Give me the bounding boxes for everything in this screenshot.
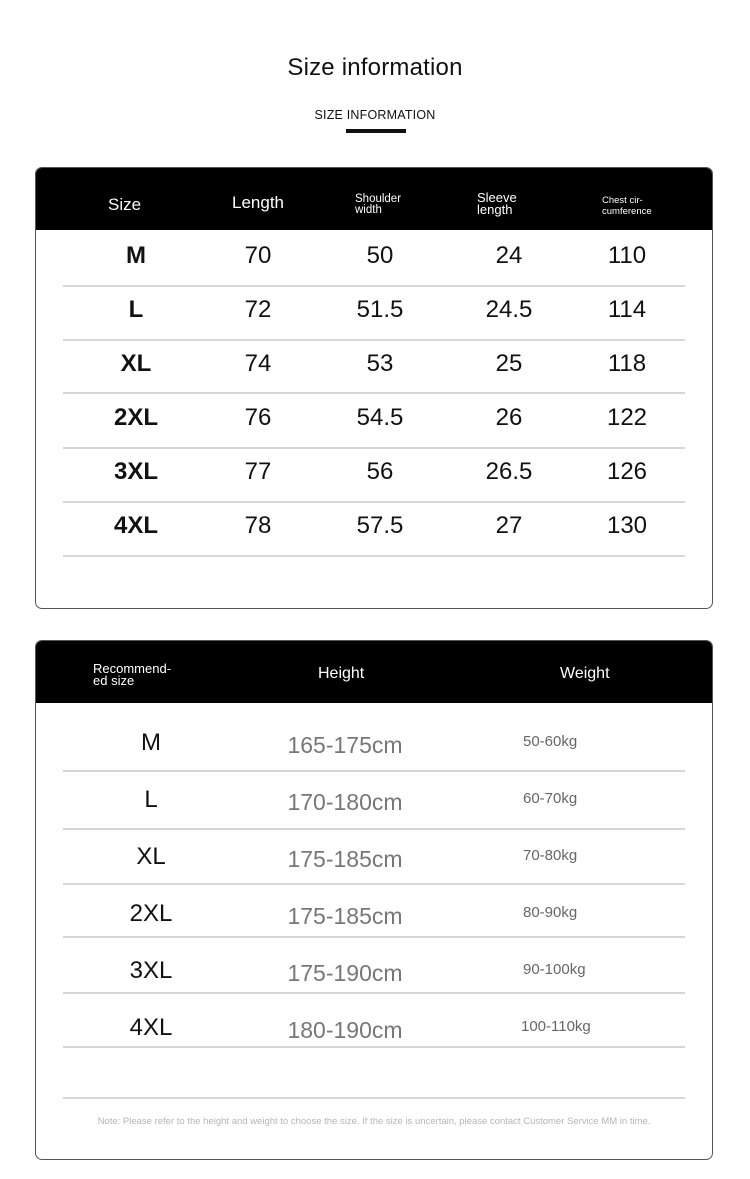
measure-cell: 70 xyxy=(244,242,272,269)
size-cell: 2XL xyxy=(129,900,173,927)
measure-cell: 122 xyxy=(606,404,648,431)
size-cell: L xyxy=(128,296,144,323)
recommend-table-header xyxy=(36,641,712,703)
size-cell: L xyxy=(144,786,158,813)
header-shoulder-width xyxy=(355,194,401,216)
header-chest-line2: cumference xyxy=(602,206,652,217)
header-chest-line1: Chest cir- xyxy=(602,195,643,206)
header-shoulder-line1: Shoulder xyxy=(355,193,402,205)
measure-cell: 25 xyxy=(495,350,523,377)
measure-cell: 51.5 xyxy=(356,296,404,323)
size-cell: 4XL xyxy=(129,1014,173,1041)
measure-cell: 24 xyxy=(495,242,523,269)
page-subtitle: SIZE INFORMATION xyxy=(314,108,436,122)
weight-cell: 80-90kg xyxy=(523,904,578,921)
height-cell: 175-185cm xyxy=(287,846,403,872)
size-cell: 2XL xyxy=(113,404,158,431)
measure-cell: 26 xyxy=(495,404,523,431)
page-title: Size information xyxy=(287,54,463,81)
size-cell: 3XL xyxy=(113,458,158,485)
header-recommended-size xyxy=(93,663,171,687)
subtitle-underline xyxy=(346,129,406,133)
size-cell: 4XL xyxy=(113,512,158,539)
height-cell: 180-190cm xyxy=(287,1017,403,1043)
weight-cell: 100-110kg xyxy=(521,1018,591,1035)
weight-cell: 50-60kg xyxy=(523,733,578,750)
measure-cell: 130 xyxy=(606,512,648,539)
header-length: Length xyxy=(232,193,284,212)
measure-cell: 24.5 xyxy=(485,296,533,323)
header-sleeve-line2: length xyxy=(477,202,513,217)
height-cell: 165-175cm xyxy=(287,732,403,758)
size-cell: M xyxy=(141,729,161,756)
header-sleeve-length xyxy=(477,192,517,216)
measure-cell: 114 xyxy=(607,296,647,323)
header-recommended-line1: Recommend- xyxy=(93,661,172,676)
size-cell: XL xyxy=(136,843,166,870)
weight-cell: 90-100kg xyxy=(523,961,586,978)
header-height: Height xyxy=(318,665,365,682)
note-text: Note: Please refer to the height and weight to choose the size. If the size is uncertain, please contact Customer Service MM in time. xyxy=(97,1116,651,1127)
height-cell: 175-190cm xyxy=(287,960,403,986)
measure-cell: 118 xyxy=(607,350,647,377)
weight-cell: 60-70kg xyxy=(523,790,578,807)
measure-cell: 72 xyxy=(244,296,272,323)
header-size: Size xyxy=(108,195,142,214)
header-shoulder-line2: width xyxy=(355,204,382,216)
size-cell: 3XL xyxy=(129,957,173,984)
measure-cell: 78 xyxy=(244,512,272,539)
measure-cell: 26.5 xyxy=(485,458,533,485)
recommend-table xyxy=(35,640,713,1160)
measure-cell: 54.5 xyxy=(356,404,404,431)
height-cell: 170-180cm xyxy=(287,789,403,815)
measure-cell: 57.5 xyxy=(356,512,404,539)
size-table-header xyxy=(36,168,712,230)
measure-cell: 110 xyxy=(607,242,647,269)
size-table xyxy=(35,167,713,609)
measure-cell: 76 xyxy=(244,404,272,431)
measure-cell: 74 xyxy=(244,350,272,377)
measure-cell: 53 xyxy=(366,350,394,377)
measure-cell: 56 xyxy=(366,458,394,485)
measure-cell: 27 xyxy=(495,512,523,539)
header-chest-circumference xyxy=(602,195,652,217)
header-recommended-line2: ed size xyxy=(93,673,135,688)
header-sleeve-line1: Sleeve xyxy=(477,190,517,205)
height-cell: 175-185cm xyxy=(287,903,403,929)
measure-cell: 50 xyxy=(366,242,394,269)
weight-cell: 70-80kg xyxy=(523,847,578,864)
measure-cell: 126 xyxy=(606,458,648,485)
size-cell: M xyxy=(126,242,146,269)
header-weight: Weight xyxy=(560,665,610,682)
size-cell: XL xyxy=(120,350,152,377)
measure-cell: 77 xyxy=(244,458,272,485)
